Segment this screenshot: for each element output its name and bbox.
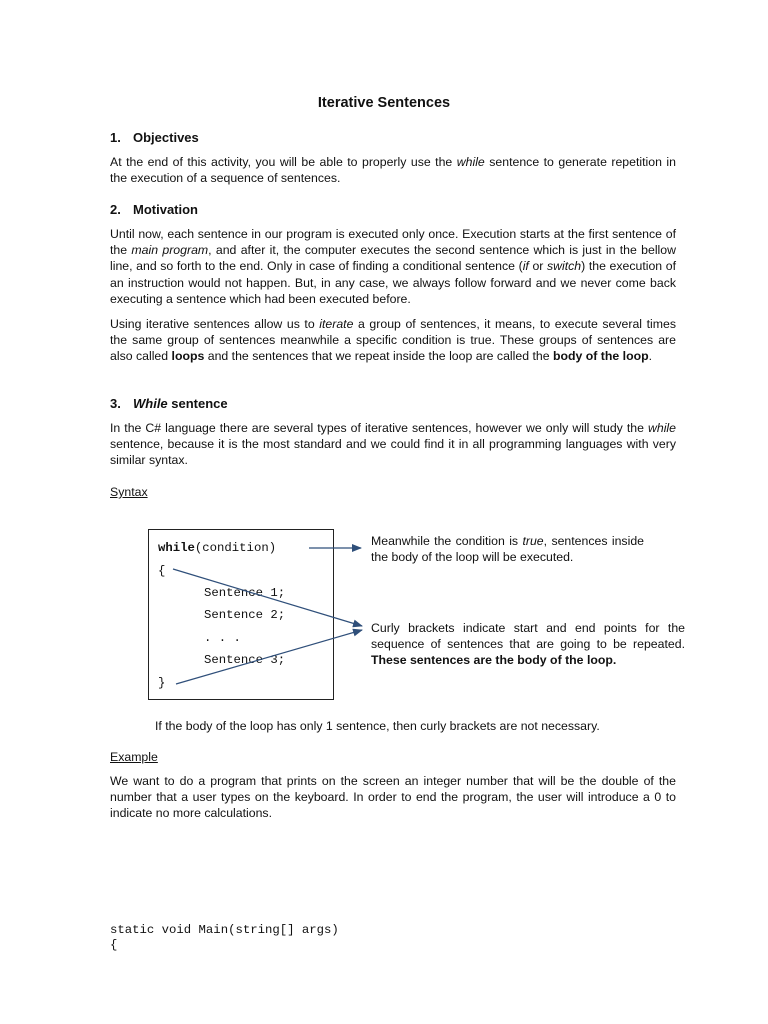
motivation-paragraph-1: Until now, each sentence in our program is executed only once. Execution starts at the first sentence of the main program, and after it, the computer executes the second sentence which is just in the bellow line, and so forth to the end. Only in case of finding a conditional sentence (if or switch) the execution of an instruction would not happen. But, in any case, we always follow forward and we never come back executing a sentence which had been executed before. — [110, 227, 677, 306]
page-title: Iterative Sentences — [317, 95, 451, 111]
section-title-rest: sentence — [167, 396, 228, 411]
arrow-close-brace — [176, 630, 362, 684]
code-close-brace: } — [158, 676, 166, 690]
while-sentence-paragraph: In the C# language there are several types of iterative sentences, however we only will study the while sentence, because it is the most standard and we could find it in all programming languages with very similar syntax. — [110, 421, 676, 468]
code-sentence-1: Sentence 1; — [204, 586, 286, 600]
code-sentence-3: Sentence 3; — [204, 653, 286, 667]
section-title: Objectives — [133, 130, 199, 145]
syntax-label: Syntax — [110, 485, 148, 499]
example-code-line-1: static void Main(string[] args) — [110, 923, 339, 937]
section-number: 1. — [110, 130, 121, 145]
code-keyword: while — [158, 541, 195, 555]
note-single-sentence: If the body of the loop has only 1 sentence, then curly brackets are not necessary. — [155, 719, 600, 733]
section-number: 3. — [110, 396, 121, 411]
example-label: Example — [110, 750, 158, 764]
code-open-brace: { — [158, 564, 166, 578]
arrow-open-brace — [173, 569, 362, 626]
code-ellipsis: . . . — [204, 631, 241, 645]
example-paragraph: We want to do a program that prints on the screen an integer number that will be the double of the number that a user types on the keyboard. In order to end the program, the user will introduce a 0 to indicate no more calculations. — [110, 774, 676, 821]
section-title-italic: While — [133, 396, 168, 411]
note-condition: Meanwhile the condition is true, sentences inside the body of the loop will be executed. — [371, 534, 644, 564]
example-code-line-2: { — [110, 938, 118, 952]
section-title: Motivation — [133, 202, 198, 217]
code-sentence-2: Sentence 2; — [204, 608, 286, 622]
code-condition: (condition) — [194, 541, 277, 555]
note-curly-brackets: Curly brackets indicate start and end points for the sequence of sentences that are going to be repeated. These sentences are the body of the loop. — [371, 621, 685, 667]
objectives-paragraph: At the end of this activity, you will be able to properly use the while sentence to generate repetition in the execution of a sequence of sentences. — [110, 155, 677, 186]
motivation-paragraph-2: Using iterative sentences allow us to iterate a group of sentences, it means, to execute several times the same group of sentences meanwhile a specific condition is true. These groups of sentences are also called loops and the sentences that we repeat inside the loop are called the body of the loop. — [110, 317, 676, 364]
section-number: 2. — [110, 202, 121, 217]
